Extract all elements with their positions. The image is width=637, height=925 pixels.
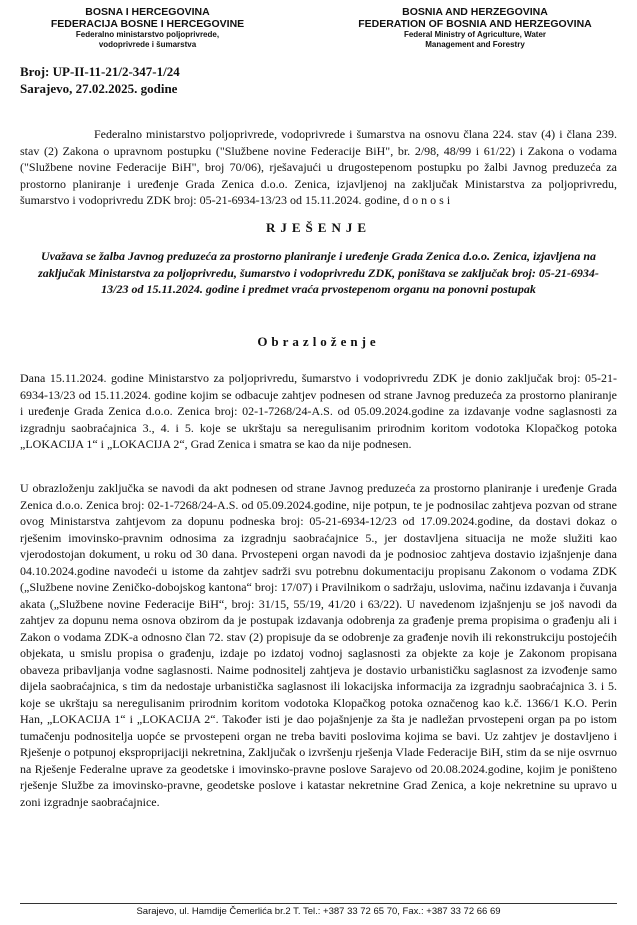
header-right-ministry: Federal Ministry of Agriculture, Water — [403, 30, 547, 39]
header-left-ministry-cont: vodoprivrede i šumarstva — [98, 40, 197, 49]
reference-number: Broj: UP-II-11-21/2-347-1/24 — [20, 64, 180, 79]
reference-place-date: Sarajevo, 27.02.2025. godine — [20, 81, 178, 96]
intro-paragraph: Federalno ministarstvo poljoprivrede, vodoprivrede i šumarstva na osnovu člana 224. stav (4) i člana 239. stav (2) Zakona o upravnom postupku ("Službene novine Federacije BiH", br. 2/98, 48/99 i 61/22) i Zakona o vodama ("Službene novine Federacije BiH", broj 70/06), rješavajući u drugostepenom postupku po žalbi Javnog preduzeća za prostorno planiranje i uređenje Grada Zenica d.o.o. Zenica, izjavljenoj na zaključak Ministarstva za poljoprivredu, šumarstvo i vodoprivredu ZDK broj: 05-21-6934-13/23 od 15.11.2024. godine, d o n o s i — [20, 127, 617, 207]
reasoning-paragraph-1: Dana 15.11.2024. godine Ministarstvo za poljoprivredu, šumarstvo i vodoprivredu ZDK je donio zaključak broj: 05-21-6934-13/23 od 15.11.2024. godine kojim se odbacuje zahtjev podnesen od strane Javnog preduzeća za prostorno planiranje i uređenje Grada Zenica d.o.o. Zenica broj: 02-1-7268/24-A.S. od 05.09.2024.godine za izdavanje vodne saglasnosti za izgradnju saobraćajnica 3., 4. i 5. koje se ukrštaju sa neregulisanim prirodnim koritom vodotoka Klopačkog potoka „LOKACIJA 1“ i „LOKACIJA 2“, Grad Zenica i smatra se kao da nije podnesen. — [20, 371, 617, 451]
reasoning-title: Obrazloženje — [257, 334, 380, 349]
header-right-country: BOSNIA AND HERZEGOVINA — [402, 6, 548, 18]
header-right-ministry-cont: Management and Forestry — [425, 40, 525, 49]
reasoning-paragraph-2: U obrazloženju zaključka se navodi da akt podnesen od strane Javnog preduzeća za prostorno planiranje i uređenje Grada Zenica d.o.o. Zenica broj: 02-1-7268/24-A.S. od 05.09.2024.godine, nije potpun, te je podnosilac zahtjeva pozvan od strane ovog Ministarstva zahtjevom za dopunu podneska broj: 05-21-6934-12/23 od 17.09.2024.godine, da dostavi dokaz o rješenim imovinsko-pravnim odnosima za izgradnju saobraćajnice 5., jer dostavljena situacija ne može služiti kao vjerodostojan dokument, u roku od 30 dana. Prvostepeni organ navodi da je podnosioc zahtjeva dostavio izjašnjenje dana 04.10.2024.godine navodeći u istome da zahtjev sadrži svu potrebnu dokumentaciju propisanu Zakonom o vodama ZDK („Službene novine Zeničko-dobojskog kantona“ broj: 17/07) i Pravilnikom o sadržaju, uslovima, načinu izdavanja i čuvanja akata („Službene novine Federacije BiH“, broj: 31/15, 55/19, 41/20 i 63/22). U navedenom izjašnjenju se još navodi da zahtjev za dopunu nema osnova obzirom da je postupak izdavanja odobrenja za građenje prema propisima o građenju ali i Zakon o vodama ZDK-a odnosno član 72. stav (2) propisuje da se odobrenje za građenje novih ili rekonstrukciju postojećih objekata, u smislu propisa o građenju, izdaje po izdatoj vodnoj saglasnosti za objekte za koje je Zakonom propisana obaveza pribavljanja vodne saglasnosti. Naime podnositelj zahtjeva je dostavio urbanističku saglasnost za izvođenje samo dijela saobraćajnica, s tim da nedostaje urbanistička saglasnost ili lokacijska informacija za izgradnju saobraćajnica 3. i 5. koje se ukrštaju sa neregulisanim prirodnim koritom vodotoka Klopačkog potoka označenog kao k.č. 1366/1 K.O. Perin Han, „LOKACIJA 1“ i „LOKACIJA 2“. Također isti je dao pojašnjenje za šta je nadležan prvostepeni organ pa po istom tumačenju podnositelja uopće se prvostepeni organ ne treba baviti poslovima kojima se bavi. Uz zahtjev je dostavljeno i Rješenje o potpunoj eksproprijaciji nekretnina, Zaključak o izvršenju rješenja Vlade Federacije BiH, stim da se nije osvrnuo na Rješenje Federalne uprave za geodetske i imovinsko-pravne poslove Sarajevo od 20.08.2024.godine, kojim je poništeno rješenje Službe za imovinsko-pravne, geodetske poslove i katastar nekretnine Grad Zenica, a koje nekretnine su upravo u zoni izgradnje saobraćajnice. — [20, 481, 617, 809]
decision-text: Uvažava se žalba Javnog preduzeća za prostorno planiranje i uređenje Grada Zenica d.o.o. Zenica, izjavljena na zaključak Ministarstva za poljoprivredu, šumarstvo i vodoprivredu ZDK, poništava se zaključak broj: 05-21-6934-13/23 od 15.11.2024. godine i predmet vraća prvostepenom organu na ponovni postupak — [38, 249, 599, 296]
header-right-federation: FEDERATION OF BOSNIA AND HERZEGOVINA — [358, 18, 592, 30]
decision-title: RJEŠENJE — [265, 220, 372, 235]
header-left — [40, 6, 255, 50]
header-left-federation: FEDERACIJA BOSNE I HERCEGOVINE — [50, 18, 245, 30]
header-right — [350, 6, 600, 50]
footer-address: Sarajevo, ul. Hamdije Čemerlića br.2 T. Tel.: +387 33 72 65 70, Fax.: +387 33 72 66 69 — [136, 906, 501, 917]
header-left-country: BOSNA I HERCEGOVINA — [85, 6, 210, 18]
header-left-ministry: Federalno ministarstvo poljoprivrede, — [75, 30, 220, 39]
footer-divider — [20, 903, 617, 904]
